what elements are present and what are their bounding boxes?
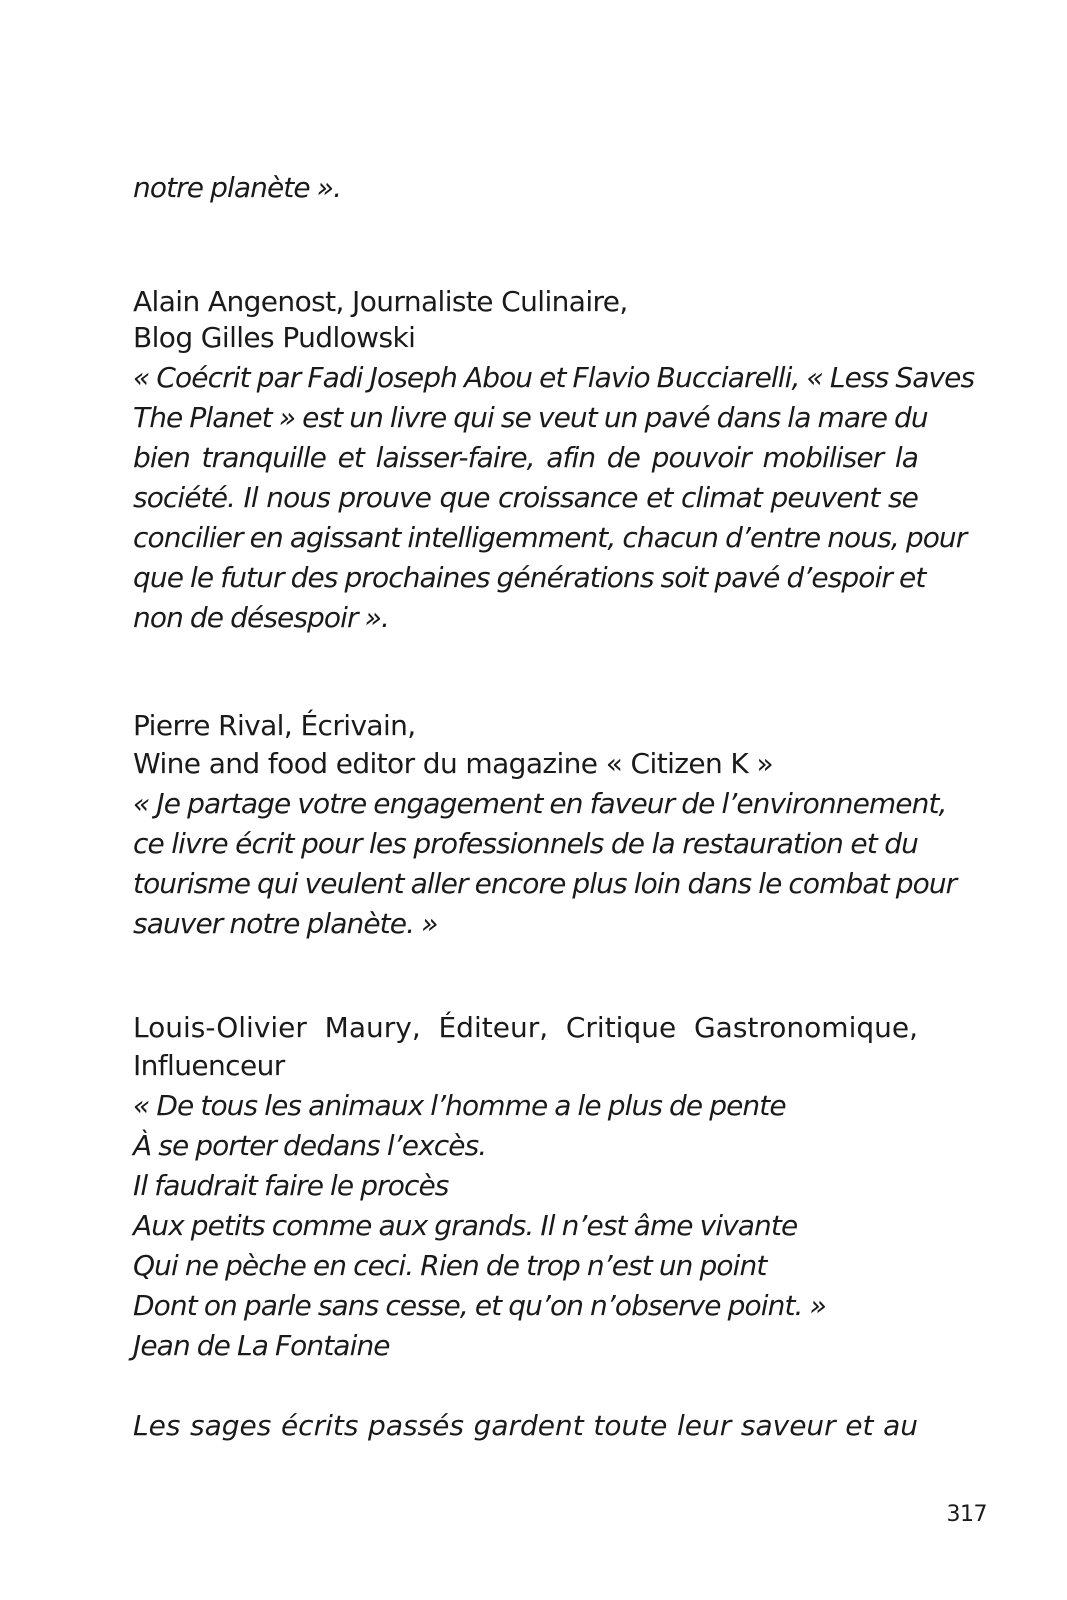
testimonial-author-subheading: Wine and food editor du magazine « Citizen K »: [133, 747, 774, 780]
poem-line: À se porter dedans l’excès.: [133, 1129, 487, 1162]
previous-quote-ending: notre planète ».: [133, 171, 342, 204]
testimonial-quote-line: sauver notre planète. »: [133, 907, 438, 940]
testimonial-quote-line: bien tranquille et laisser-faire, afin de pouvoir mobiliser la: [133, 441, 918, 474]
testimonial-quote-line: société. Il nous prouve que croissance et climat peuvent se: [133, 481, 918, 514]
poem-line: Qui ne pèche en ceci. Rien de trop n’est un point: [133, 1249, 767, 1282]
page-number: 317: [946, 1502, 987, 1527]
testimonial-quote-line: non de désespoir ».: [133, 601, 390, 634]
closing-paragraph-line: Les sages écrits passés gardent toute leur saveur et au: [133, 1409, 918, 1442]
poem-line: Il faudrait faire le procès: [133, 1169, 449, 1202]
testimonial-author-heading: Alain Angenost, Journaliste Culinaire,: [133, 285, 628, 318]
testimonial-quote-line: concilier en agissant intelligemment, chacun d’entre nous, pour: [133, 521, 967, 554]
testimonial-quote-line: tourisme qui veulent aller encore plus loin dans le combat pour: [133, 867, 957, 900]
testimonial-author-subheading: Blog Gilles Pudlowski: [133, 321, 416, 354]
poem-line: « De tous les animaux l’homme a le plus de pente: [133, 1089, 786, 1122]
testimonial-quote-line: « Coécrit par Fadi Joseph Abou et Flavio Bucciarelli, « Less Saves: [133, 361, 975, 394]
testimonial-author-heading: Pierre Rival, Écrivain,: [133, 709, 416, 742]
poem-line: Aux petits comme aux grands. Il n’est âme vivante: [133, 1209, 798, 1242]
poem-attribution: Jean de La Fontaine: [133, 1329, 390, 1362]
testimonial-author-heading: Louis-Olivier Maury, Éditeur, Critique Gastronomique,: [133, 1011, 918, 1044]
testimonial-quote-line: que le futur des prochaines générations soit pavé d’espoir et: [133, 561, 926, 594]
testimonial-quote-line: The Planet » est un livre qui se veut un pavé dans la mare du: [133, 401, 928, 434]
testimonial-quote-line: « Je partage votre engagement en faveur de l’environnement,: [133, 787, 947, 820]
testimonial-quote-line: ce livre écrit pour les professionnels de la restauration et du: [133, 827, 918, 860]
poem-line: Dont on parle sans cesse, et qu’on n’observe point. »: [133, 1289, 826, 1322]
testimonial-author-subheading: Influenceur: [133, 1049, 285, 1082]
